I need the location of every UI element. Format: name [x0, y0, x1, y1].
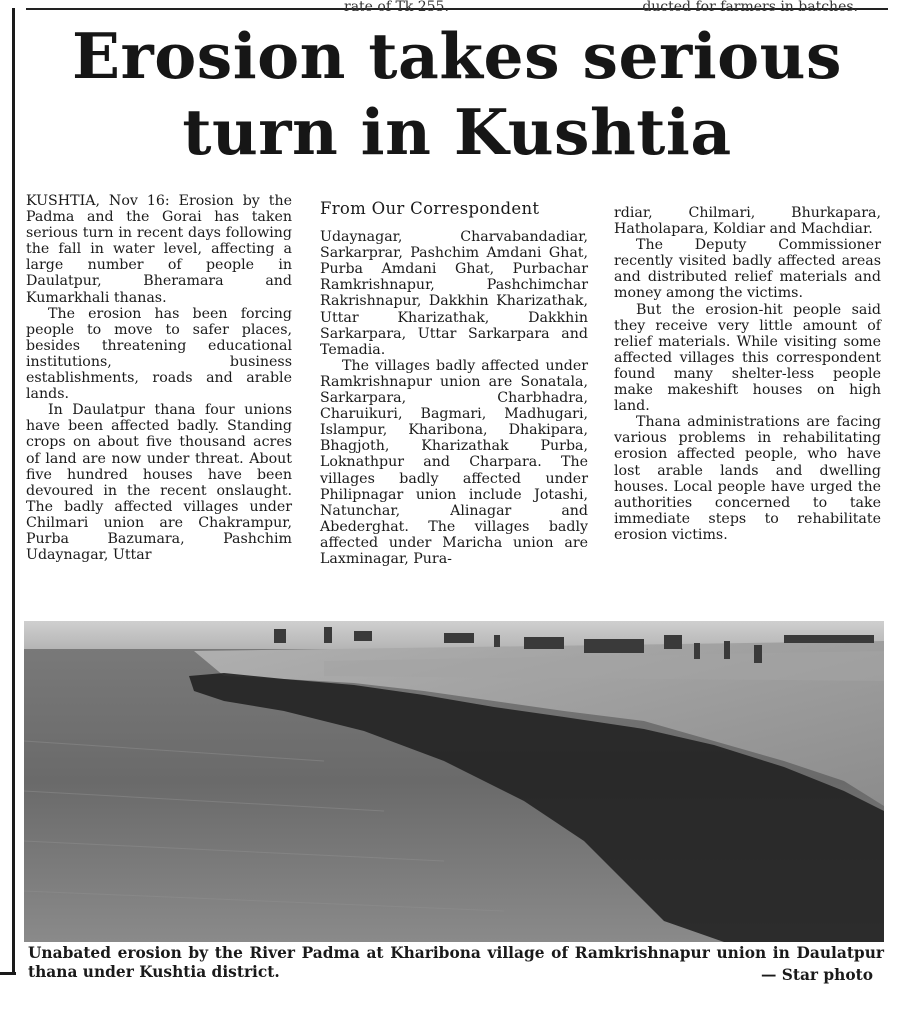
article-column-3: [614, 205, 881, 543]
photo-illustration: [24, 621, 884, 942]
column-rule-left: [12, 8, 15, 974]
photo-caption: Unabated erosion by the River Padma at Kharibona village of Ramkrishnapur union in Daulatpur thana under Kushtia district.: [28, 944, 884, 981]
article-column-1: [26, 193, 292, 563]
byline: From Our Correspondent: [320, 199, 540, 218]
article-column-2: [320, 193, 588, 567]
clipped-text-right: ducted for farmers in batches.: [642, 0, 858, 15]
paragraph: Udaynagar, Charvabandadiar, Sarkarprar, Pashchim Amdani Ghat, Purba Amdani Ghat, Purbachar Ramkrishnapur, Pashchimchar Rakrishnapur, Dakkhin Kharizathak, Uttar Kharizathak, Dakkhin Sarkarpara, Uttar Sarkarpara and Temadia.: [320, 229, 588, 358]
paragraph: KUSHTIA, Nov 16: Erosion by the Padma and the Gorai has taken serious turn in recent days following the fall in water level, affecting a large number of people in Daulatpur, Bheramara and Kumarkhali thanas.: [26, 193, 292, 306]
paragraph: rdiar, Chilmari, Bhurkapara, Hatholapara, Koldiar and Machdiar.: [614, 205, 881, 238]
paragraph: The erosion has been forcing people to move to safer places, besides threatening educational institutions, business establishments, roads and arable lands.: [26, 305, 292, 403]
paragraph: But the erosion-hit people said they receive very little amount of relief materials. While visiting some affected villages this correspondent found many shelter-less people make makeshift houses on high land.: [614, 301, 881, 415]
paragraph: The Deputy Commissioner recently visited badly affected areas and distributed relief materials and money among the victims.: [614, 237, 881, 302]
paragraph: In Daulatpur thana four unions have been affected badly. Standing crops on about five thousand acres of land are now under threat. About five hundred houses have been devoured in the recent onslaught. The badly affected villages under Chilmari union are Chakrampur, Purba Bazumara, Pashchim Udaynagar, Uttar: [26, 402, 292, 564]
column-rule-bottom: [0, 972, 16, 975]
clipped-text-left: rate of Tk 255.: [344, 0, 449, 15]
paragraph: Thana administrations are facing various problems in rehabilitating erosion affected people, who have lost arable lands and dwelling houses. Local people have urged the authorities concerned to take immediate steps to rehabilitate erosion victims.: [614, 414, 881, 543]
photo-credit: — Star photo: [760, 966, 873, 984]
river-erosion-photo: [24, 621, 884, 942]
top-rule: [26, 0, 888, 15]
paragraph: The villages badly affected under Ramkrishnapur union are Sonatala, Sarkarpara, Charbhadra, Charuikuri, Bagmari, Madhugari, Islampur, Kharibona, Dhakipara, Bhagjoth, Kharizathak Purba, Loknathpur and Charpara. The villages badly affected under Philipnagar union include Jotashi, Natunchar, Alinagar and Abederghat. The villages badly affected under Maricha union are Laxminagar, Pura-: [320, 357, 588, 567]
headline: Erosion takes serious turn in Kushtia: [72, 19, 842, 169]
